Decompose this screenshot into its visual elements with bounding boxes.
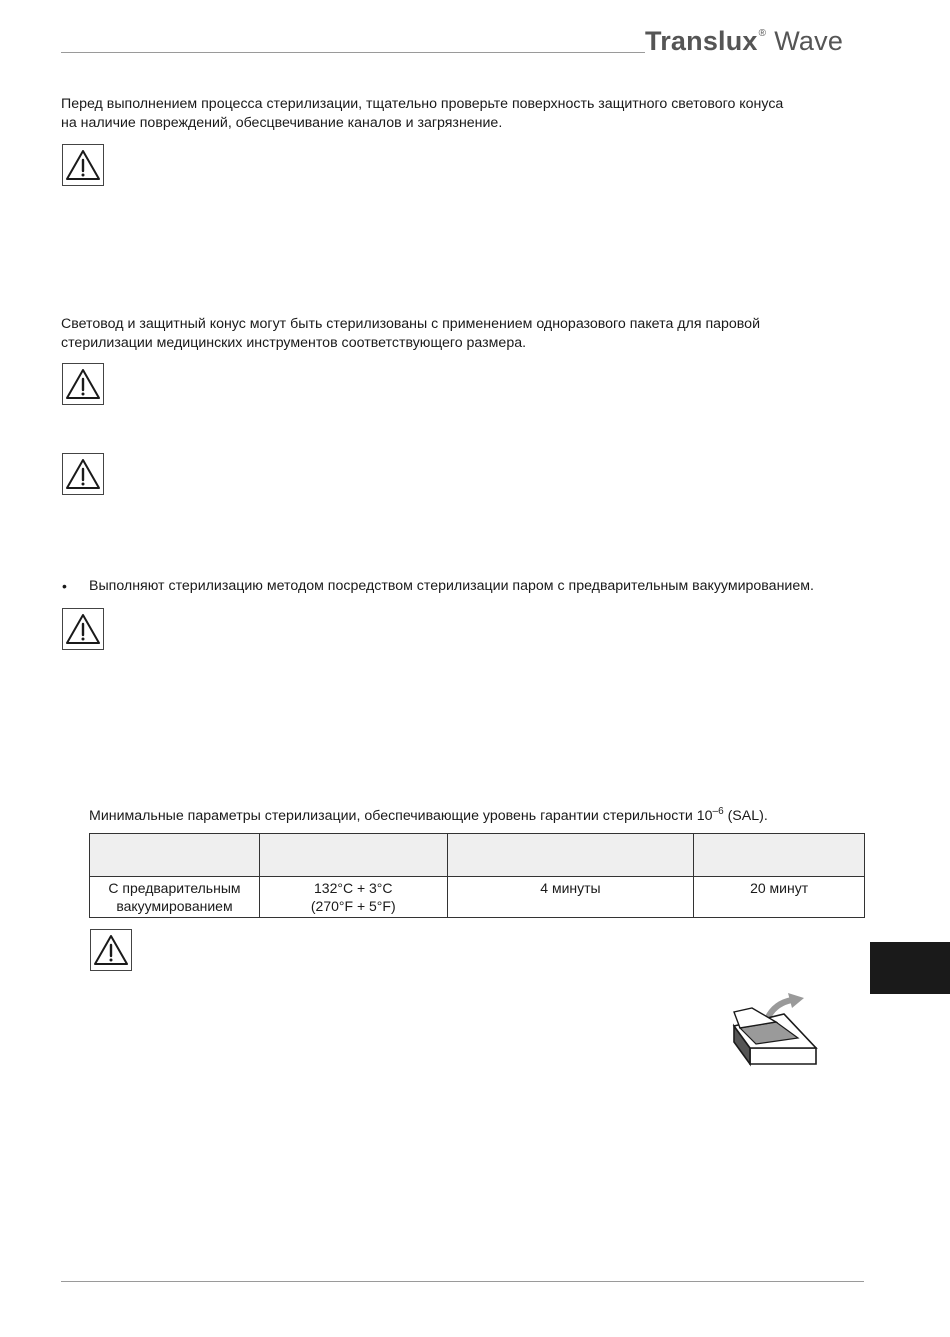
cell-drying: 20 минут <box>694 877 865 918</box>
params-caption-suffix: (SAL). <box>723 808 768 824</box>
brand-registered-mark: ® <box>758 28 767 39</box>
table-header-method <box>90 834 260 877</box>
table-header-exposure <box>447 834 694 877</box>
params-caption-text: Минимальные параметры стерилизации, обеспечивающие уровень гарантии стерильности 10 <box>89 808 713 824</box>
packaging-paragraph <box>61 315 760 353</box>
cell-temperature-line-2: (270°F + 5°F) <box>310 898 396 914</box>
table-header-row <box>90 834 865 877</box>
warning-icon-1 <box>62 144 104 186</box>
packaging-line-2: стерилизации медицинских инструментов соответствующего размера. <box>61 335 527 351</box>
cell-temperature-line-1: 132°C + 3°C <box>314 880 393 896</box>
params-caption <box>89 802 768 826</box>
warning-icon-2 <box>62 363 104 405</box>
warning-triangle-icon <box>65 612 101 646</box>
packaging-line-1: Световод и защитный конус могут быть стерилизованы с применением одноразового пакета для паровой <box>61 316 761 332</box>
intro-line-1: Перед выполнением процесса стерилизации, тщательно проверьте поверхность защитного светового конуса <box>61 96 784 112</box>
sterilization-params-table <box>89 833 865 918</box>
brand-logo <box>645 26 843 57</box>
warning-triangle-icon <box>65 367 101 401</box>
table-header-drying <box>694 834 865 877</box>
warning-triangle-icon <box>65 457 101 491</box>
cell-method-line-1: С предварительным <box>108 880 241 896</box>
brand-suffix: Wave <box>774 26 844 56</box>
cell-temperature <box>259 877 447 918</box>
header-rule <box>61 52 645 53</box>
cell-method-line-2: вакуумированием <box>116 898 233 914</box>
cell-exposure: 4 минуты <box>447 877 694 918</box>
intro-paragraph <box>61 95 783 133</box>
brand-name: Translux <box>645 26 758 56</box>
table-row <box>90 877 865 918</box>
sterilization-pack-opening-icon <box>726 992 822 1068</box>
bullet-marker: • <box>62 578 67 594</box>
warning-icon-5 <box>90 929 132 971</box>
package-illustration <box>726 992 822 1068</box>
warning-icon-3 <box>62 453 104 495</box>
intro-line-2: на наличие повреждений, обесцвечивание каналов и загрязнение. <box>61 115 503 131</box>
params-caption-exponent: –6 <box>712 806 724 817</box>
table-header-temperature <box>259 834 447 877</box>
footer-rule <box>61 1281 864 1282</box>
section-tab-marker <box>870 942 950 994</box>
warning-triangle-icon <box>65 148 101 182</box>
bullet-text: Выполняют стерилизацию методом посредством стерилизации паром с предварительным вакуумированием. <box>89 578 814 594</box>
cell-method <box>90 877 260 918</box>
warning-icon-4 <box>62 608 104 650</box>
warning-triangle-icon <box>93 933 129 967</box>
